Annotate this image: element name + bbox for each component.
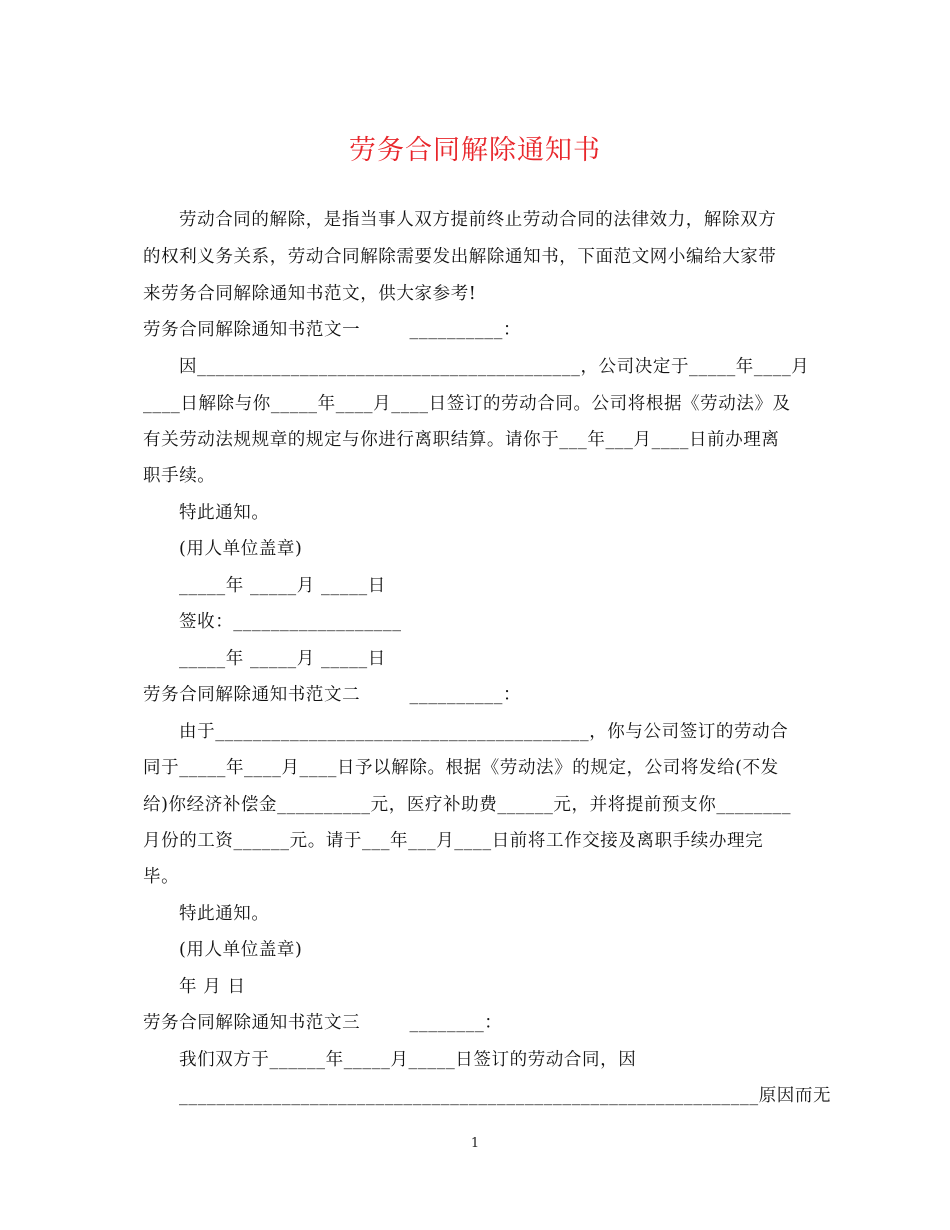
date-line: _____年 _____月 _____日: [179, 649, 386, 669]
paragraph-line: ______________________________________________________________原因而无: [179, 1086, 832, 1106]
paragraph-line: 职手续。: [143, 466, 216, 486]
paragraph-line: 我们双方于______年_____月_____日签订的劳动合同，因: [179, 1050, 637, 1070]
date-line: _____年 _____月 _____日: [179, 576, 386, 596]
paragraph-line: 毕。: [143, 867, 180, 887]
section-heading-2: 劳务合同解除通知书范文二 __________：: [143, 685, 522, 705]
document-title: 劳务合同解除通知书: [349, 135, 601, 166]
paragraph-line: 有关劳动法规规章的规定与你进行离职结算。请你于___年___月____日前办理离: [143, 430, 780, 450]
notice-line: 特此通知。: [179, 503, 270, 523]
paragraph-line: 同于_____年____月____日予以解除。根据《劳动法》的规定，公司将发给(不发: [143, 758, 779, 778]
seal-line: (用人单位盖章): [179, 940, 303, 960]
section-heading-1: 劳务合同解除通知书范文一 __________：: [143, 320, 522, 340]
paragraph-line: 劳动合同的解除，是指当事人双方提前终止劳动合同的法律效力，解除双方: [179, 210, 777, 230]
paragraph-line: 因_________________________________________，公司决定于_____年____月: [179, 357, 810, 377]
date-line: 年 月 日: [179, 977, 246, 997]
paragraph-line: 月份的工资______元。请于___年___月____日前将工作交接及离职手续办理完: [143, 831, 764, 851]
paragraph-line: 来劳务合同解除通知书范文，供大家参考!: [143, 284, 477, 304]
page-number: 1: [470, 1136, 480, 1151]
paragraph-line: 由于________________________________________，你与公司签订的劳动合: [179, 722, 789, 742]
notice-line: 特此通知。: [179, 904, 270, 924]
seal-line: (用人单位盖章): [179, 539, 303, 559]
paragraph-line: 给)你经济补偿金__________元，医疗补助费______元，并将提前预支你________: [143, 795, 792, 815]
section-heading-3: 劳务合同解除通知书范文三 ________：: [143, 1013, 503, 1033]
signature-line: 签收：__________________: [179, 612, 402, 632]
paragraph-line: 的权利义务关系，劳动合同解除需要发出解除通知书，下面范文网小编给大家带: [143, 247, 777, 267]
paragraph-line: ____日解除与你_____年____月____日签订的劳动合同。公司将根据《劳动法》及: [143, 394, 791, 414]
